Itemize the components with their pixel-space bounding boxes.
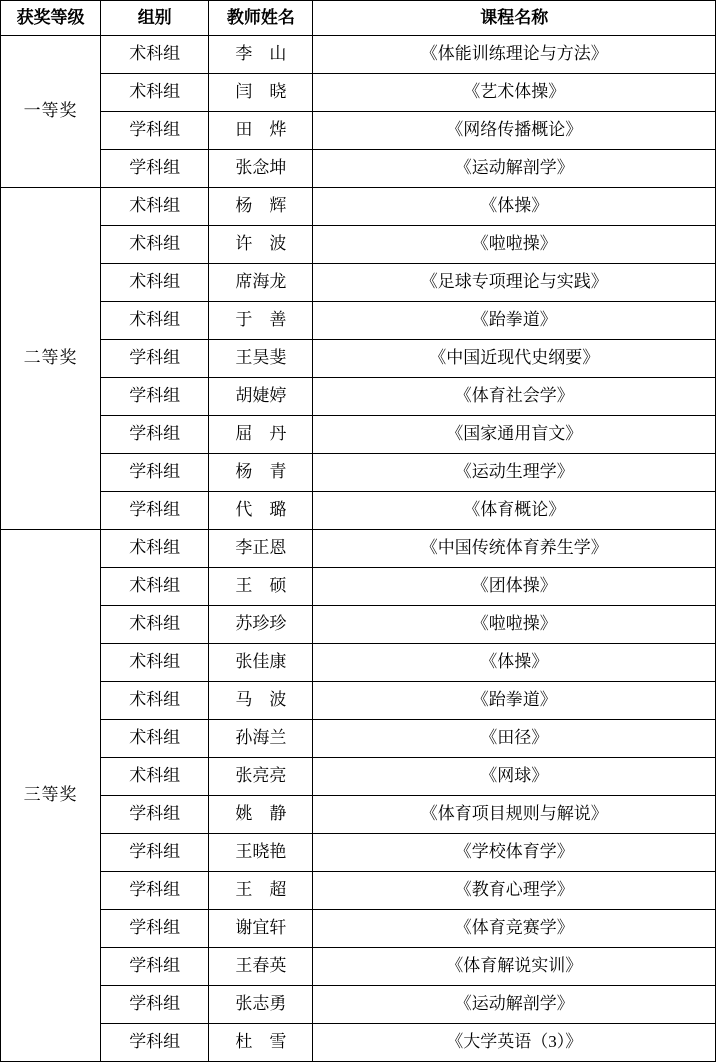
- course-name-cell: 《团体操》: [313, 568, 716, 606]
- group-cell: 术科组: [101, 568, 209, 606]
- table-row: [1, 378, 716, 416]
- teacher-name-cell: 张念坤: [209, 150, 313, 188]
- award-level-cell: 二等奖: [1, 188, 101, 530]
- group-cell: 学科组: [101, 948, 209, 986]
- course-name-cell: 《体育社会学》: [313, 378, 716, 416]
- teacher-name-cell: 谢宜轩: [209, 910, 313, 948]
- course-name-cell: 《学校体育学》: [313, 834, 716, 872]
- teacher-name-cell: 杨 辉: [209, 188, 313, 226]
- group-cell: 学科组: [101, 150, 209, 188]
- table-header: [1, 1, 716, 36]
- teacher-name-cell: 闫 晓: [209, 74, 313, 112]
- table-row: [1, 910, 716, 948]
- teacher-name-cell: 杜 雪: [209, 1024, 313, 1062]
- group-cell: 学科组: [101, 796, 209, 834]
- group-cell: 术科组: [101, 74, 209, 112]
- course-name-cell: 《运动生理学》: [313, 454, 716, 492]
- course-name-cell: 《体育解说实训》: [313, 948, 716, 986]
- teacher-name-cell: 孙海兰: [209, 720, 313, 758]
- table-row: [1, 36, 716, 74]
- table-row: [1, 644, 716, 682]
- table-row: [1, 454, 716, 492]
- group-cell: 术科组: [101, 682, 209, 720]
- course-name-cell: 《啦啦操》: [313, 606, 716, 644]
- teacher-name-cell: 姚 静: [209, 796, 313, 834]
- teacher-name-cell: 田 烨: [209, 112, 313, 150]
- table-row: [1, 416, 716, 454]
- group-cell: 学科组: [101, 834, 209, 872]
- group-cell: 学科组: [101, 1024, 209, 1062]
- group-cell: 术科组: [101, 264, 209, 302]
- course-name-cell: 《跆拳道》: [313, 682, 716, 720]
- table-row: [1, 188, 716, 226]
- course-name-cell: 《体育项目规则与解说》: [313, 796, 716, 834]
- table-row: [1, 150, 716, 188]
- teacher-name-cell: 杨 青: [209, 454, 313, 492]
- teacher-name-cell: 于 善: [209, 302, 313, 340]
- course-name-cell: 《中国近现代史纲要》: [313, 340, 716, 378]
- column-header-group: 组别: [101, 1, 209, 36]
- teacher-name-cell: 王 超: [209, 872, 313, 910]
- group-cell: 术科组: [101, 644, 209, 682]
- course-name-cell: 《网络传播概论》: [313, 112, 716, 150]
- group-cell: 术科组: [101, 530, 209, 568]
- table-row: [1, 834, 716, 872]
- table-row: [1, 948, 716, 986]
- table-row: [1, 758, 716, 796]
- table-row: [1, 302, 716, 340]
- group-cell: 学科组: [101, 112, 209, 150]
- table-row: [1, 986, 716, 1024]
- course-name-cell: 《运动解剖学》: [313, 150, 716, 188]
- course-name-cell: 《体操》: [313, 188, 716, 226]
- teacher-name-cell: 许 波: [209, 226, 313, 264]
- group-cell: 学科组: [101, 340, 209, 378]
- table-row: [1, 872, 716, 910]
- group-cell: 术科组: [101, 758, 209, 796]
- teacher-name-cell: 张佳康: [209, 644, 313, 682]
- group-cell: 学科组: [101, 378, 209, 416]
- course-name-cell: 《教育心理学》: [313, 872, 716, 910]
- course-name-cell: 《运动解剖学》: [313, 986, 716, 1024]
- table-row: [1, 606, 716, 644]
- course-name-cell: 《体操》: [313, 644, 716, 682]
- group-cell: 学科组: [101, 492, 209, 530]
- teacher-name-cell: 李正恩: [209, 530, 313, 568]
- course-name-cell: 《国家通用盲文》: [313, 416, 716, 454]
- group-cell: 学科组: [101, 454, 209, 492]
- group-cell: 学科组: [101, 986, 209, 1024]
- table-row: [1, 720, 716, 758]
- group-cell: 学科组: [101, 416, 209, 454]
- course-name-cell: 《足球专项理论与实践》: [313, 264, 716, 302]
- table-body: [1, 36, 716, 1062]
- table-row: [1, 264, 716, 302]
- table-row: [1, 568, 716, 606]
- teacher-name-cell: 张亮亮: [209, 758, 313, 796]
- teacher-name-cell: 王晓艳: [209, 834, 313, 872]
- teacher-name-cell: 王春英: [209, 948, 313, 986]
- table-row: [1, 796, 716, 834]
- column-header-course-name: 课程名称: [313, 1, 716, 36]
- course-name-cell: 《体育概论》: [313, 492, 716, 530]
- teacher-name-cell: 胡婕婷: [209, 378, 313, 416]
- course-name-cell: 《啦啦操》: [313, 226, 716, 264]
- group-cell: 术科组: [101, 302, 209, 340]
- table-row: [1, 1024, 716, 1062]
- teacher-name-cell: 王昊斐: [209, 340, 313, 378]
- teacher-name-cell: 李 山: [209, 36, 313, 74]
- teacher-name-cell: 屈 丹: [209, 416, 313, 454]
- column-header-teacher-name: 教师姓名: [209, 1, 313, 36]
- course-name-cell: 《大学英语（3）》: [313, 1024, 716, 1062]
- table-row: [1, 74, 716, 112]
- award-level-cell: 一等奖: [1, 36, 101, 188]
- table-header-row: [1, 1, 716, 36]
- group-cell: 术科组: [101, 36, 209, 74]
- table-row: [1, 340, 716, 378]
- course-name-cell: 《艺术体操》: [313, 74, 716, 112]
- group-cell: 术科组: [101, 606, 209, 644]
- table-row: [1, 226, 716, 264]
- course-name-cell: 《中国传统体育养生学》: [313, 530, 716, 568]
- course-name-cell: 《网球》: [313, 758, 716, 796]
- table-row: [1, 530, 716, 568]
- table-row: [1, 492, 716, 530]
- group-cell: 学科组: [101, 910, 209, 948]
- teacher-name-cell: 苏珍珍: [209, 606, 313, 644]
- teacher-name-cell: 席海龙: [209, 264, 313, 302]
- course-name-cell: 《田径》: [313, 720, 716, 758]
- teacher-name-cell: 张志勇: [209, 986, 313, 1024]
- award-level-cell: 三等奖: [1, 530, 101, 1062]
- teacher-name-cell: 代 璐: [209, 492, 313, 530]
- group-cell: 学科组: [101, 872, 209, 910]
- teacher-name-cell: 王 硕: [209, 568, 313, 606]
- course-name-cell: 《体育竞赛学》: [313, 910, 716, 948]
- table-row: [1, 112, 716, 150]
- group-cell: 术科组: [101, 720, 209, 758]
- teacher-name-cell: 马 波: [209, 682, 313, 720]
- course-name-cell: 《体能训练理论与方法》: [313, 36, 716, 74]
- column-header-award-level: 获奖等级: [1, 1, 101, 36]
- table-row: [1, 682, 716, 720]
- course-name-cell: 《跆拳道》: [313, 302, 716, 340]
- group-cell: 术科组: [101, 188, 209, 226]
- group-cell: 术科组: [101, 226, 209, 264]
